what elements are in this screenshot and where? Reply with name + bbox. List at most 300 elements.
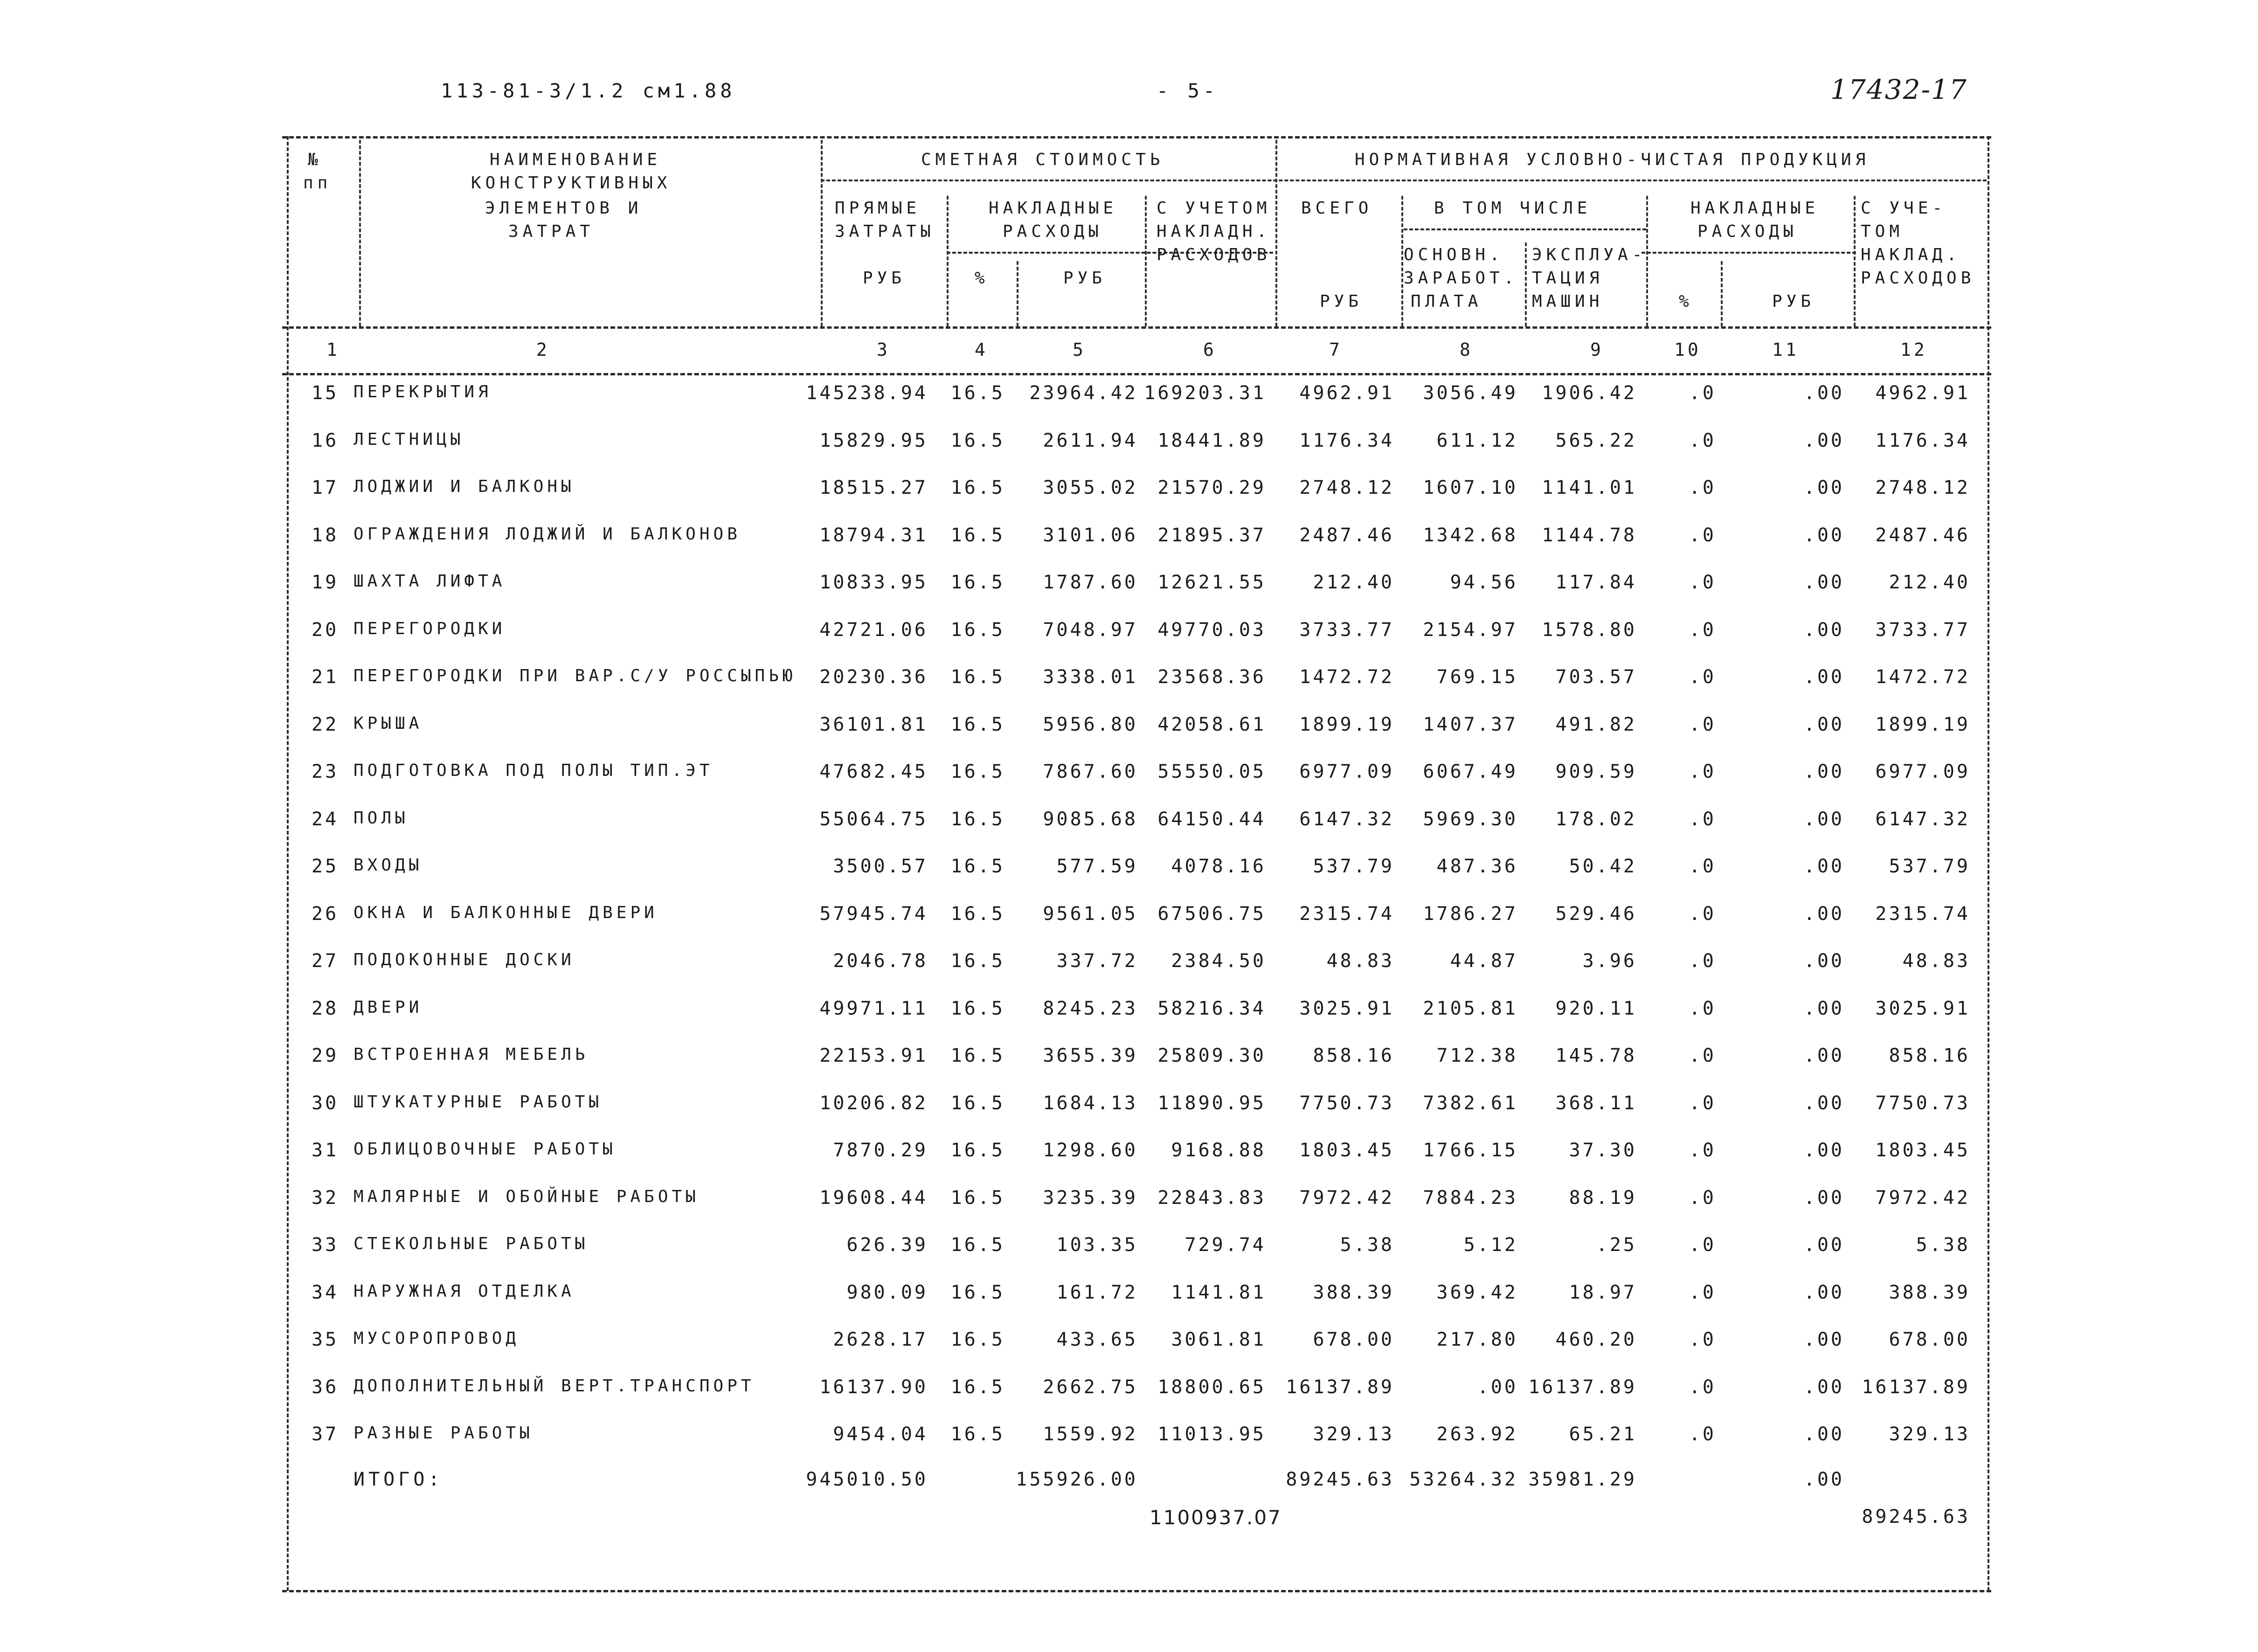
sep-osnovn <box>1525 242 1527 326</box>
cell-c5: 1559.92 <box>1043 1424 1138 1445</box>
frame-top-line <box>282 136 1991 138</box>
sep-suchetom <box>1275 140 1277 326</box>
cell-c5: 1684.13 <box>1043 1092 1138 1114</box>
row-number: 16 <box>312 429 339 451</box>
cell-c4: 16.5 <box>950 1187 1005 1209</box>
row-number: 22 <box>312 713 339 735</box>
cell-c10: .0 <box>1689 713 1716 735</box>
col-pryamye-line2: ЗАТРАТЫ <box>835 222 935 241</box>
totals-c3: 945010.50 <box>806 1469 928 1490</box>
cell-c10: .0 <box>1689 761 1716 782</box>
col-num-5: 5 <box>1073 339 1086 360</box>
row-number: 25 <box>312 856 339 877</box>
cell-c7: 1899.19 <box>1299 713 1394 735</box>
cell-c11: .00 <box>1803 382 1844 404</box>
cell-c5: 3101.06 <box>1043 524 1138 546</box>
cell-c6: 729.74 <box>1184 1234 1266 1256</box>
page-number: - 5- <box>1157 79 1219 102</box>
row-number: 23 <box>312 761 339 782</box>
cell-c8: 2154.97 <box>1423 619 1518 641</box>
col-num-4: 4 <box>975 339 988 360</box>
cell-c4: 16.5 <box>950 903 1005 925</box>
cell-c5: 9561.05 <box>1043 903 1138 925</box>
cell-c4: 16.5 <box>950 1092 1005 1114</box>
col-nakl2-line2: РАСХОДЫ <box>1697 222 1798 241</box>
cell-c4: 16.5 <box>950 572 1005 593</box>
sep-name <box>821 140 823 326</box>
row-number: 19 <box>312 572 339 593</box>
frame-bottom-line <box>282 1590 1991 1592</box>
row-name: ЛОДЖИИ И БАЛКОНЫ <box>353 477 575 496</box>
cell-c7: 4962.91 <box>1299 382 1394 404</box>
col10-unit: % <box>1679 292 1693 311</box>
cell-c10: .0 <box>1689 477 1716 498</box>
sep-nakl <box>1145 196 1147 326</box>
sep-ekspl <box>1646 196 1648 326</box>
cell-c4: 16.5 <box>950 761 1005 782</box>
cell-c12: 537.79 <box>1889 856 1970 877</box>
cell-c9: 50.42 <box>1569 856 1637 877</box>
cell-c3: 47682.45 <box>819 761 928 782</box>
data-table-body <box>0 382 2258 1471</box>
table-row <box>0 1329 2258 1376</box>
col-suchetom-line3: РАСХОДОВ <box>1157 245 1271 264</box>
cell-c3: 626.39 <box>846 1234 928 1256</box>
cell-c3: 16137.90 <box>819 1376 928 1398</box>
col-smetnaya-label: СМЕТНАЯ СТОИМОСТЬ <box>921 150 1164 169</box>
cell-c12: 678.00 <box>1889 1329 1970 1350</box>
sep-vsego <box>1401 196 1403 326</box>
cell-c5: 103.35 <box>1056 1234 1138 1256</box>
table-row <box>0 1187 2258 1235</box>
cell-c7: 537.79 <box>1313 856 1394 877</box>
cell-c8: 3056.49 <box>1423 382 1518 404</box>
col-osnovn-line3: ПЛАТА <box>1411 292 1482 311</box>
cell-c8: 2105.81 <box>1423 997 1518 1019</box>
cell-c10: .0 <box>1689 903 1716 925</box>
row-number: 17 <box>312 477 339 498</box>
cell-c9: 16137.89 <box>1528 1376 1637 1398</box>
cell-c7: 858.16 <box>1313 1045 1394 1066</box>
cell-c9: 37.30 <box>1569 1140 1637 1161</box>
row-number: 32 <box>312 1187 339 1209</box>
totals-c8: 53264.32 <box>1409 1469 1518 1490</box>
cell-c11: .00 <box>1803 808 1844 830</box>
row-name: МУСОРОПРОВОД <box>353 1329 520 1348</box>
col-ekspl-line2: ТАЦИЯ <box>1532 269 1604 288</box>
cell-c7: 2487.46 <box>1299 524 1394 546</box>
cell-c4: 16.5 <box>950 1376 1005 1398</box>
cell-c3: 22153.91 <box>819 1045 928 1066</box>
cell-c11: .00 <box>1803 619 1844 641</box>
cell-c5: 7048.97 <box>1043 619 1138 641</box>
col-num-3: 3 <box>877 339 890 360</box>
cell-c10: .0 <box>1689 1329 1716 1350</box>
row-number: 24 <box>312 808 339 830</box>
row-number: 28 <box>312 997 339 1019</box>
col-suchetom2-line1: С УЧЕ- <box>1861 199 1947 218</box>
row-name: ОКНА И БАЛКОННЫЕ ДВЕРИ <box>353 903 658 922</box>
cell-c6: 4078.16 <box>1171 856 1266 877</box>
row-name: ПОДГОТОВКА ПОД ПОЛЫ ТИП.ЭТ <box>353 761 713 780</box>
cell-c11: .00 <box>1803 1424 1844 1445</box>
row-number: 29 <box>312 1045 339 1066</box>
row-number: 33 <box>312 1234 339 1256</box>
cell-c9: 460.20 <box>1555 1329 1637 1350</box>
cell-c8: 369.42 <box>1436 1281 1518 1303</box>
col-name-line3: ЭЛЕМЕНТОВ И <box>485 199 643 218</box>
cell-c10: .0 <box>1689 666 1716 688</box>
cell-c12: 1899.19 <box>1875 713 1970 735</box>
cell-c6: 18800.65 <box>1157 1376 1266 1398</box>
cell-c9: 909.59 <box>1555 761 1637 782</box>
cell-c6: 12621.55 <box>1157 572 1266 593</box>
cell-c9: 565.22 <box>1555 429 1637 451</box>
cell-c6: 55550.05 <box>1157 761 1266 782</box>
cell-c10: .0 <box>1689 1376 1716 1398</box>
cell-c12: 6977.09 <box>1875 761 1970 782</box>
cell-c9: .25 <box>1596 1234 1637 1256</box>
cell-c11: .00 <box>1803 950 1844 972</box>
cell-c9: 1144.78 <box>1542 524 1637 546</box>
cell-c12: 2315.74 <box>1875 903 1970 925</box>
cell-c5: 5956.80 <box>1043 713 1138 735</box>
cell-c11: .00 <box>1803 524 1844 546</box>
cell-c4: 16.5 <box>950 477 1005 498</box>
col-name-line2: КОНСТРУКТИВНЫХ <box>471 173 672 193</box>
cell-c12: 3025.91 <box>1875 997 1970 1019</box>
cell-c8: 94.56 <box>1450 572 1518 593</box>
cell-c6: 49770.03 <box>1157 619 1266 641</box>
row-number: 18 <box>312 524 339 546</box>
cell-c6: 21570.29 <box>1157 477 1266 498</box>
col-nakl2-line1: НАКЛАДНЫЕ <box>1690 199 1820 218</box>
table-row <box>0 477 2258 525</box>
cell-c8: 263.92 <box>1436 1424 1518 1445</box>
cell-c3: 10206.82 <box>819 1092 928 1114</box>
col-name-line1: НАИМЕНОВАНИЕ <box>490 150 662 169</box>
cell-c9: 178.02 <box>1555 808 1637 830</box>
cell-c12: 7750.73 <box>1875 1092 1970 1114</box>
cell-c12: 16137.89 <box>1862 1376 1970 1398</box>
table-row <box>0 809 2258 856</box>
cell-c9: 3.96 <box>1582 950 1637 972</box>
cell-c10: .0 <box>1689 524 1716 546</box>
cell-c11: .00 <box>1803 1092 1844 1114</box>
row-name: ШАХТА ЛИФТА <box>353 572 506 591</box>
cell-c4: 16.5 <box>950 524 1005 546</box>
row-name: ПОЛЫ <box>353 808 409 828</box>
cell-c6: 25809.30 <box>1157 1045 1266 1066</box>
cell-c6: 11890.95 <box>1157 1092 1266 1114</box>
sep-pryamye <box>947 196 949 326</box>
cell-c4: 16.5 <box>950 997 1005 1019</box>
cell-c5: 8245.23 <box>1043 997 1138 1019</box>
header-subline-3 <box>1404 228 1646 230</box>
cell-c9: 703.57 <box>1555 666 1637 688</box>
cell-c7: 6977.09 <box>1299 761 1394 782</box>
col-pp-label: пп <box>303 173 332 193</box>
table-row <box>0 950 2258 998</box>
cell-c6: 67506.75 <box>1157 903 1266 925</box>
cell-c6: 18441.89 <box>1157 429 1266 451</box>
table-row <box>0 1140 2258 1187</box>
row-number: 27 <box>312 950 339 972</box>
cell-c8: 769.15 <box>1436 666 1518 688</box>
cell-c4: 16.5 <box>950 429 1005 451</box>
col-ekspl-line1: ЭКСПЛУА- <box>1532 245 1647 264</box>
cell-c7: 3025.91 <box>1299 997 1394 1019</box>
cell-c7: 1803.45 <box>1299 1140 1394 1161</box>
table-row <box>0 998 2258 1045</box>
cell-c3: 9454.04 <box>833 1424 928 1445</box>
header-bottom-line <box>282 326 1991 329</box>
cell-c3: 145238.94 <box>806 382 928 404</box>
cell-c11: .00 <box>1803 997 1844 1019</box>
col-num-8: 8 <box>1460 339 1473 360</box>
cell-c8: 217.80 <box>1436 1329 1518 1350</box>
row-number: 26 <box>312 903 339 925</box>
cell-c12: 48.83 <box>1902 950 1970 972</box>
cell-c11: .00 <box>1803 1140 1844 1161</box>
row-number: 31 <box>312 1140 339 1161</box>
col-pryamye-line1: ПРЯМЫЕ <box>835 199 921 218</box>
cell-c10: .0 <box>1689 808 1716 830</box>
col-osnovn-line1: ОСНОВН. <box>1404 245 1504 264</box>
cell-c9: 1578.80 <box>1542 619 1637 641</box>
cell-c9: 65.21 <box>1569 1424 1637 1445</box>
cell-c11: .00 <box>1803 666 1844 688</box>
cell-c10: .0 <box>1689 1140 1716 1161</box>
cell-c3: 55064.75 <box>819 808 928 830</box>
col-num-11: 11 <box>1772 339 1799 360</box>
row-number: 37 <box>312 1424 339 1445</box>
cell-c3: 49971.11 <box>819 997 928 1019</box>
sep-nakl2 <box>1854 196 1856 326</box>
numbers-bottom-line <box>282 373 1991 375</box>
cell-c11: .00 <box>1803 1187 1844 1209</box>
row-name: ДВЕРИ <box>353 997 423 1017</box>
table-row <box>0 761 2258 809</box>
cell-c10: .0 <box>1689 1187 1716 1209</box>
cell-c6: 58216.34 <box>1157 997 1266 1019</box>
row-name: МАЛЯРНЫЕ И ОБОЙНЫЕ РАБОТЫ <box>353 1187 700 1206</box>
cell-c6: 22843.83 <box>1157 1187 1266 1209</box>
cell-c4: 16.5 <box>950 1329 1005 1350</box>
cell-c3: 7870.29 <box>833 1140 928 1161</box>
cell-c5: 1298.60 <box>1043 1140 1138 1161</box>
row-name: ШТУКАТУРНЫЕ РАБОТЫ <box>353 1092 603 1112</box>
col-num-9: 9 <box>1590 339 1604 360</box>
cell-c6: 21895.37 <box>1157 524 1266 546</box>
totals-grand: 1100937.07 <box>1150 1506 1282 1529</box>
cell-c8: 1766.15 <box>1423 1140 1518 1161</box>
cell-c10: .0 <box>1689 382 1716 404</box>
cell-c7: 5.38 <box>1340 1234 1394 1256</box>
cell-c7: 678.00 <box>1313 1329 1394 1350</box>
cell-c11: .00 <box>1803 761 1844 782</box>
cell-c7: 2315.74 <box>1299 903 1394 925</box>
cell-c11: .00 <box>1803 1045 1844 1066</box>
cell-c7: 212.40 <box>1313 572 1394 593</box>
cell-c4: 16.5 <box>950 856 1005 877</box>
totals-c11: .00 <box>1803 1469 1844 1490</box>
cell-c4: 16.5 <box>950 1045 1005 1066</box>
table-row <box>0 619 2258 667</box>
cell-c4: 16.5 <box>950 713 1005 735</box>
col-num-6: 6 <box>1203 339 1217 360</box>
row-name: ОБЛИЦОВОЧНЫЕ РАБОТЫ <box>353 1140 616 1159</box>
table-row <box>0 666 2258 714</box>
cell-c5: 577.59 <box>1056 856 1138 877</box>
row-name: ОГРАЖДЕНИЯ ЛОДЖИЙ И БАЛКОНОВ <box>353 524 741 544</box>
row-name: ДОПОЛНИТЕЛЬНЫЙ ВЕРТ.ТРАНСПОРТ <box>353 1376 755 1396</box>
cell-c12: 1472.72 <box>1875 666 1970 688</box>
row-name: ПЕРЕГОРОДКИ ПРИ ВАР.С/У РОССЫПЬЮ <box>353 666 797 685</box>
cell-c10: .0 <box>1689 856 1716 877</box>
cell-c5: 3235.39 <box>1043 1187 1138 1209</box>
cell-c6: 1141.81 <box>1171 1281 1266 1303</box>
cell-c5: 3655.39 <box>1043 1045 1138 1066</box>
row-name: РАЗНЫЕ РАБОТЫ <box>353 1424 533 1443</box>
header-subline-4 <box>1642 252 1856 254</box>
cell-c10: .0 <box>1689 1234 1716 1256</box>
cell-c3: 57945.74 <box>819 903 928 925</box>
col-suchetom-line1: С УЧЕТОМ <box>1157 199 1271 218</box>
table-row <box>0 1376 2258 1424</box>
row-name: ЛЕСТНИЦЫ <box>353 429 464 449</box>
col3-unit: РУБ <box>863 269 906 288</box>
cell-c4: 16.5 <box>950 666 1005 688</box>
totals-label: ИТОГО: <box>353 1469 443 1490</box>
cell-c11: .00 <box>1803 1376 1844 1398</box>
cell-c8: 611.12 <box>1436 429 1518 451</box>
cell-c7: 48.83 <box>1326 950 1394 972</box>
cell-c11: .00 <box>1803 1234 1844 1256</box>
cell-c4: 16.5 <box>950 1234 1005 1256</box>
table-row <box>0 1424 2258 1471</box>
col-vtomchisle-label: В ТОМ ЧИСЛЕ <box>1434 199 1592 218</box>
row-name: ВХОДЫ <box>353 856 423 875</box>
cell-c5: 2611.94 <box>1043 429 1138 451</box>
cell-c3: 15829.95 <box>819 429 928 451</box>
cell-c12: 5.38 <box>1916 1234 1970 1256</box>
table-row <box>0 525 2258 572</box>
cell-c9: 368.11 <box>1555 1092 1637 1114</box>
row-number: 35 <box>312 1329 339 1350</box>
cell-c5: 3338.01 <box>1043 666 1138 688</box>
cell-c11: .00 <box>1803 477 1844 498</box>
cell-c7: 7750.73 <box>1299 1092 1394 1114</box>
row-number: 34 <box>312 1281 339 1303</box>
row-name: ПЕРЕКРЫТИЯ <box>353 382 492 401</box>
cell-c10: .0 <box>1689 429 1716 451</box>
col-osnovn-line2: ЗАРАБОТ. <box>1404 269 1518 288</box>
cell-c9: 1141.01 <box>1542 477 1637 498</box>
cell-c4: 16.5 <box>950 950 1005 972</box>
cell-c12: 1176.34 <box>1875 429 1970 451</box>
col7-unit: РУБ <box>1320 292 1363 311</box>
cell-c7: 1472.72 <box>1299 666 1394 688</box>
cell-c7: 7972.42 <box>1299 1187 1394 1209</box>
row-number: 36 <box>312 1376 339 1398</box>
header-subline-1 <box>821 180 1987 181</box>
col-suchetom2-line2: ТОМ <box>1861 222 1904 241</box>
cell-c3: 36101.81 <box>819 713 928 735</box>
cell-c8: 6067.49 <box>1423 761 1518 782</box>
col-normativnaya-label: НОРМАТИВНАЯ УСЛОВНО-ЧИСТАЯ ПРОДУКЦИЯ <box>1355 150 1870 169</box>
cell-c12: 7972.42 <box>1875 1187 1970 1209</box>
cell-c7: 329.13 <box>1313 1424 1394 1445</box>
cell-c9: 145.78 <box>1555 1045 1637 1066</box>
cell-c12: 2487.46 <box>1875 524 1970 546</box>
cell-c10: .0 <box>1689 619 1716 641</box>
table-row <box>0 856 2258 903</box>
cell-c8: 44.87 <box>1450 950 1518 972</box>
row-name: СТЕКОЛЬНЫЕ РАБОТЫ <box>353 1234 589 1253</box>
col-suchetom2-line3: НАКЛАД. <box>1861 245 1961 264</box>
row-name: ВСТРОЕННАЯ МЕБЕЛЬ <box>353 1045 589 1064</box>
table-row <box>0 714 2258 761</box>
cell-c10: .0 <box>1689 1045 1716 1066</box>
cell-c6: 64150.44 <box>1157 808 1266 830</box>
row-number: 15 <box>312 382 339 404</box>
cell-c8: 5969.30 <box>1423 808 1518 830</box>
cell-c4: 16.5 <box>950 808 1005 830</box>
document-code: 113-81-3/1.2 см1.88 <box>441 79 736 102</box>
cell-c9: 529.46 <box>1555 903 1637 925</box>
col-no-label: № <box>308 150 322 169</box>
table-row <box>0 903 2258 951</box>
cell-c8: 5.12 <box>1463 1234 1518 1256</box>
sep-no <box>359 140 361 326</box>
row-number: 20 <box>312 619 339 641</box>
cell-c5: 2662.75 <box>1043 1376 1138 1398</box>
cell-c12: 2748.12 <box>1875 477 1970 498</box>
cell-c4: 16.5 <box>950 619 1005 641</box>
sep-pct <box>1017 261 1018 326</box>
cell-c12: 858.16 <box>1889 1045 1970 1066</box>
cell-c5: 9085.68 <box>1043 808 1138 830</box>
cell-c5: 433.65 <box>1056 1329 1138 1350</box>
cell-c7: 16137.89 <box>1286 1376 1394 1398</box>
cell-c8: 1407.37 <box>1423 713 1518 735</box>
cell-c11: .00 <box>1803 572 1844 593</box>
cell-c12: 1803.45 <box>1875 1140 1970 1161</box>
cell-c5: 1787.60 <box>1043 572 1138 593</box>
table-row <box>0 1092 2258 1140</box>
cell-c3: 18794.31 <box>819 524 928 546</box>
cell-c9: 18.97 <box>1569 1281 1637 1303</box>
col11-unit: РУБ <box>1772 292 1815 311</box>
cell-c8: 1786.27 <box>1423 903 1518 925</box>
col-vsego-label: ВСЕГО <box>1301 199 1373 218</box>
table-row <box>0 572 2258 619</box>
cell-c8: 712.38 <box>1436 1045 1518 1066</box>
totals-c12: 89245.63 <box>1862 1506 1970 1528</box>
cell-c9: 920.11 <box>1555 997 1637 1019</box>
col-name-line4: ЗАТРАТ <box>508 222 595 241</box>
handwritten-doc-number: 17432-17 <box>1830 74 1967 105</box>
cell-c12: 6147.32 <box>1875 808 1970 830</box>
row-name: НАРУЖНАЯ ОТДЕЛКА <box>353 1281 575 1301</box>
totals-c5: 155926.00 <box>1016 1469 1138 1490</box>
cell-c10: .0 <box>1689 997 1716 1019</box>
col-num-2: 2 <box>536 339 550 360</box>
cell-c6: 2384.50 <box>1171 950 1266 972</box>
cell-c11: .00 <box>1803 903 1844 925</box>
col-suchetom2-line4: РАСХОДОВ <box>1861 269 1975 288</box>
